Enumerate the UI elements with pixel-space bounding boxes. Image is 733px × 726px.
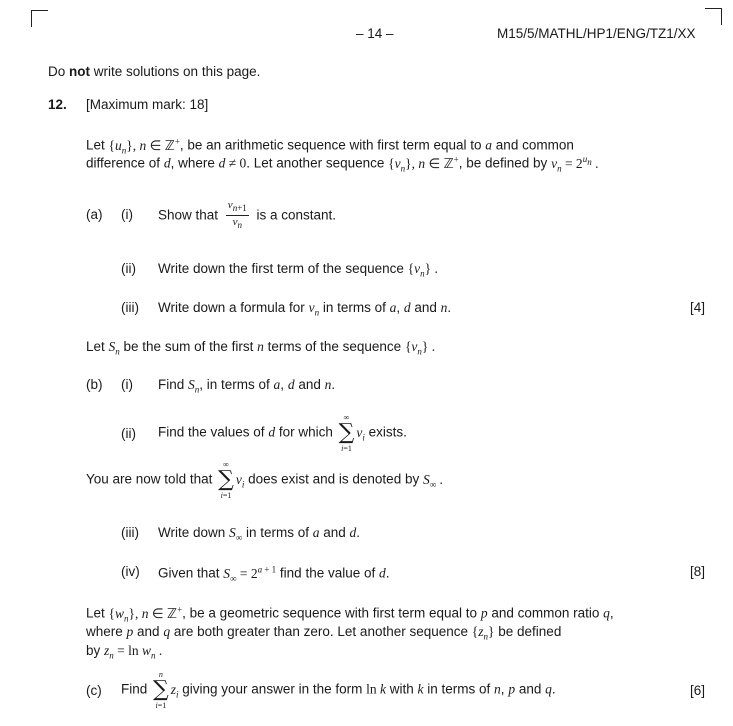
part-a-ii-text [158,261,438,279]
math-expr: q [545,681,552,697]
geo-t1: Let [86,605,109,621]
math-expr: $S_n$ [108,339,120,357]
math-expr: ln k [366,681,386,697]
part-b-iii-t1: Write down [158,525,230,540]
math-expr: d [163,155,171,171]
math-expr: $v_i$ [235,471,245,490]
geo-line-2 [86,624,561,642]
intro-text: difference of [86,155,164,171]
math-expr: d [349,525,357,540]
told-t2: does exist and is denoted by [244,471,423,487]
math-expr: $S_\infty$ . [422,471,443,490]
part-a-iii-t1: Write down a formula for [158,300,309,315]
part-b-ii-t3: exists. [364,424,407,440]
intro-text: , where [170,155,219,171]
geo-t8: by [86,643,105,658]
part-b-ii-text [158,413,407,453]
geo-line-3 [86,643,162,661]
math-expr: d [379,565,386,581]
math-expr: a [389,300,397,315]
part-b-iii-t3: and [319,525,350,540]
fraction: $\frac{v_{n+1}}{v_n}$ [227,199,247,231]
intro-text: , be defined by [458,155,552,171]
part-a-iii-label: (iii) [121,300,139,315]
part-b-i-t1: Find [158,377,189,392]
part-b-iv-t1: Given that [158,565,224,581]
intro-text: , be an arithmetic sequence with first term equal to [179,137,486,153]
sn-t3: terms of the sequence [263,339,405,354]
math-expr: $\{u_n\}$, n ∈ ℤ+ [108,136,180,156]
math-expr: d [287,377,295,392]
sn-t1: Let [86,339,109,354]
part-b-iii-label: (iii) [121,525,139,540]
part-a-label: (a) [86,207,103,222]
crop-mark-top-left [31,10,48,27]
math-expr: $\{v_n\}$ . [404,339,436,357]
part-c-t4: in terms of [423,681,495,697]
math-expr: d [268,424,276,440]
math-expr: p [508,681,516,697]
sum-symbol: ∞ ∑ i=1 [338,413,355,453]
part-b-label: (b) [86,377,103,392]
notice [48,64,260,79]
notice-prefix: Do [48,64,70,79]
intro-text: and common [492,137,574,153]
part-c-label: (c) [86,683,102,698]
part-c-t2: giving your answer in the form [178,681,367,697]
sn-t2: be the sum of the first [119,339,258,354]
part-a-iii-t3: and [410,300,441,315]
told-t1: You are now told that [86,471,217,487]
math-expr: $z_i$ [170,681,179,700]
sum-symbol: n ∑ i=1 [153,670,169,710]
math-expr: $S_n$ [188,377,200,395]
geo-t2: , be a geometric sequence with first term equal to [182,605,481,621]
geo-t6: are both greater than zero. Let another sequence [170,624,472,639]
geo-line-1: Let $\{w_n\}$, n ∈ ℤ+, be a geometric sequence with first term equal to p and common ratio q, [86,604,614,624]
sum-symbol: ∞ ∑ i=1 [218,460,234,500]
math-expr: a [312,525,320,540]
math-expr: $\{w_n\}$, n ∈ ℤ+ [108,604,183,624]
intro-text: . Let another sequence [246,155,389,171]
geo-t7: be defined [494,624,562,639]
math-expr: q [163,624,171,639]
part-a-i-label: (i) [121,207,133,222]
math-expr: n [257,339,264,354]
part-b-i-text: Find $S_n$, in terms of a, d and n. [158,377,336,395]
math-expr: $v_n$ [308,300,320,318]
notice-suffix: write solutions on this page. [90,64,261,79]
math-expr: $\{v_n\}$ . [407,261,438,279]
math-expr: p [480,605,488,621]
part-c-text: Find n ∑ i=1 $z_i$ giving your answer in the form ln k with k in terms of n, p and q. [121,670,556,710]
part-b-ii-label: (ii) [121,426,136,441]
math-expr: n [494,681,501,697]
intro-line-2 [86,154,598,173]
part-b-iv-t2: find the value of [276,565,379,581]
part-c-t3: with [386,681,418,697]
math-expr: q [603,605,610,621]
geo-t3: and common ratio [487,605,604,621]
part-c-t5: and [515,681,546,697]
math-expr: d ≠ 0 [218,155,247,171]
math-expr: $v_i$ [356,424,365,443]
math-expr: d [403,300,411,315]
geo-t5: and [133,624,164,639]
question-number: 12. [48,97,67,112]
sn-line [86,339,435,357]
part-b-marks: [8] [690,564,706,579]
math-expr: a [273,377,281,392]
part-b-i-t3: and [294,377,325,392]
page-number: – 14 – [356,26,394,41]
math-expr: a [485,137,493,153]
math-expr: n [440,300,448,315]
notice-bold: not [69,64,91,79]
math-expr: k [417,681,424,697]
question-marks: [Maximum mark: 18] [86,97,209,112]
math-expr: n [324,377,332,392]
part-a-ii-t1: Write down the first term of the sequence [158,261,408,276]
part-c-marks: [6] [690,683,706,698]
math-expr: $\{z_n\}$ [471,624,495,642]
part-b-ii-t1: Find the values of [158,424,269,440]
part-a-i-text [158,199,336,232]
intro-text: Let [86,137,109,153]
part-b-i-label: (i) [121,377,133,392]
part-b-iii-t2: in terms of [242,525,313,540]
crop-mark-top-right [705,8,722,25]
math-expr: $S_\infty = 2^{a + 1}$ [223,564,277,584]
part-a-ii-label: (ii) [121,261,136,276]
told-line [86,460,443,500]
part-a-iii-text: Write down a formula for $v_n$ in terms of a, d and n. [158,300,452,318]
part-b-iv-label: (iv) [121,564,140,579]
math-expr: $\{v_n\}$, n ∈ ℤ+ [388,154,459,174]
part-a-marks: [4] [690,300,706,315]
intro-line-1 [86,136,574,155]
paper-code: M15/5/MATHL/HP1/ENG/TZ1/XX [497,26,696,41]
part-a-i-t1: Show that [158,207,222,223]
math-expr: $v_n = 2^{u_n}$ . [551,154,599,174]
part-c-t1: Find [121,681,152,697]
part-a-iii-t2: in terms of [319,300,390,315]
math-expr: p [126,624,134,639]
math-expr: $S_\infty$ [229,525,243,543]
part-b-i-t2: , in terms of [199,377,274,392]
math-expr: $z_n = \ln w_n$ . [104,643,163,661]
part-b-iv-text: Given that $S_\infty = 2^{a + 1}$ find the value of d. [158,564,390,584]
geo-t4: where [86,624,127,639]
part-a-i-t2: is a constant. [252,207,337,223]
part-b-ii-t2: for which [275,424,337,440]
part-b-iii-text: Write down $S_\infty$ in terms of a and d. [158,525,361,543]
